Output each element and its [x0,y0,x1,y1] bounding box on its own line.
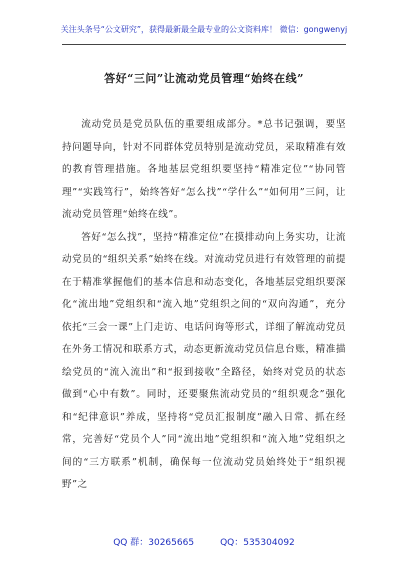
paragraph: 答好“怎么找”，坚持“精准定位”在摸排动向上务实功，让流动党员的“组织关系”始终在线。对流动党员进行有效管理的前提在于精准掌握他们的基本信息和动态变化，各地基层党组织要深化“流出地”党组织和“流入地”党组织之间的“双向沟通”，充分依托“三会一课”上门走访、电话问询等形式，详细了解流动党员在外务工情况和联系方式，动态更新流动党员信息台账，精准描绘党员的“流入流出”和“报到接收”全路径，始终对党员的状态做到“心中有数”。同时，还要聚焦流动党员的“组织观念”强化和“纪律意识”养成，坚持将“党员汇报制度”融入日常、抓在经常，完善好“党员个人”同“流出地”党组织和“流入地”党组织之间的“三方联系”机制，确保每一位流动党员始终处于“组织视野”之 [62,231,346,490]
page-title: 答好“三问”让流动党员管理“始终在线” [104,72,304,85]
article-body [62,114,346,497]
paragraph: 流动党员是党员队伍的重要组成部分。*总书记强调，要坚持问题导向，针对不同群体党员特别是流动党员，采取精准有效的教育管理措施。各地基层党组织要坚持“精准定位”“协同管理”“实践笃行”，始终答好“怎么找”“学什么”“如何用”三问，让流动党员管理“始终在线”。 [62,119,346,220]
header-divider [62,44,346,45]
footer-qq-group: QQ 群：30265665 [113,538,195,548]
header-notice: 关注头条号“公文研究”，获得最新最全最专业的公文资料库！ 微信：gongwenyj [60,25,348,34]
footer-qq-number: QQ：535304092 [220,538,295,548]
footer-contact [0,535,408,548]
